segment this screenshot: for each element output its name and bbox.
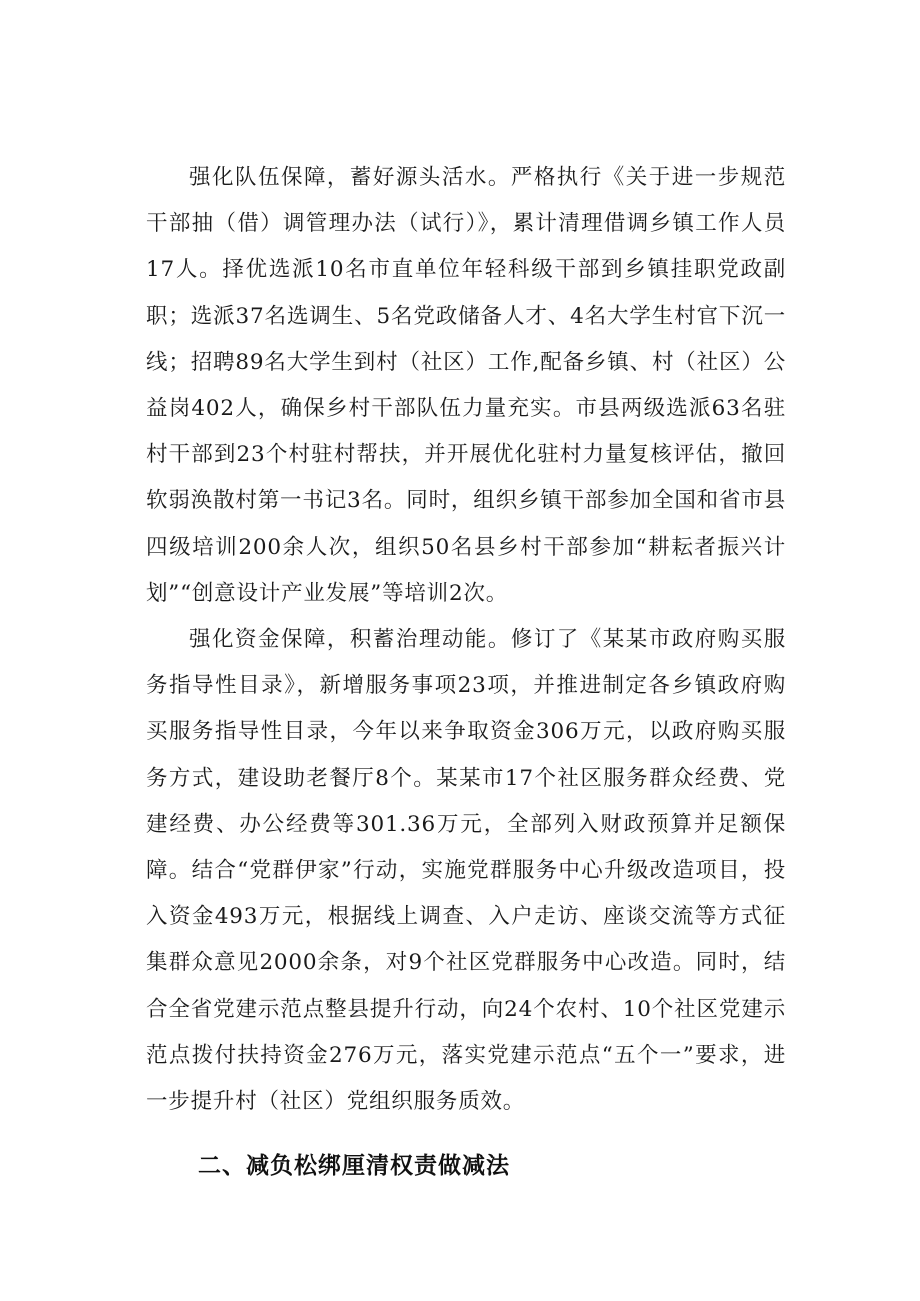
paragraph-fund-guarantee: 强化资金保障，积蓄治理动能。修订了《某某市政府购买服务指导性目录》，新增服务事项23项，并推进制定各乡镇政府购买服务指导性目录，今年以来争取资金306万元，以政府购买服务方式，建设助老餐厅8个。某某市17个社区服务群众经费、党建经费、办公经费等301.36万元，全部列入财政预算并足额保障。结合“党群伊家”行动，实施党群服务中心升级改造项目，投入资金493万元，根据线上调查、入户走访、座谈交流等方式征集群众意见2000余条，对9个社区党群服务中心改造。同时，结合全省党建示范点整县提升行动，向24个农村、10个社区党建示范点拨付扶持资金276万元，落实党建示范点“五个一”要求，进一步提升村（社区）党组织服务质效。	[146, 627, 786, 1115]
section-heading: 二、减负松绑厘清权责做减法	[198, 1153, 510, 1180]
document-body	[146, 155, 786, 1189]
paragraph-team-guarantee: 强化队伍保障，蓄好源头活水。严格执行《关于进一步规范干部抽（借）调管理办法（试行）》，累计清理借调乡镇工作人员17人。择优选派10名市直单位年轻科级干部到乡镇挂职党政副职；选派37名选调生、5名党政储备人才、4名大学生村官下沉一线；招聘89名大学生到村（社区）工作,配备乡镇、村（社区）公益岗402人，确保乡村干部队伍力量充实。市县两级选派63名驻村干部到23个村驻村帮扶，并开展优化驻村力量复核评估，撤回软弱涣散村第一书记3名。同时，组织乡镇干部参加全国和省市县四级培训200余人次，组织50名县乡村干部参加“耕耘者振兴计划”“创意设计产业发展”等培训2次。	[146, 165, 786, 606]
